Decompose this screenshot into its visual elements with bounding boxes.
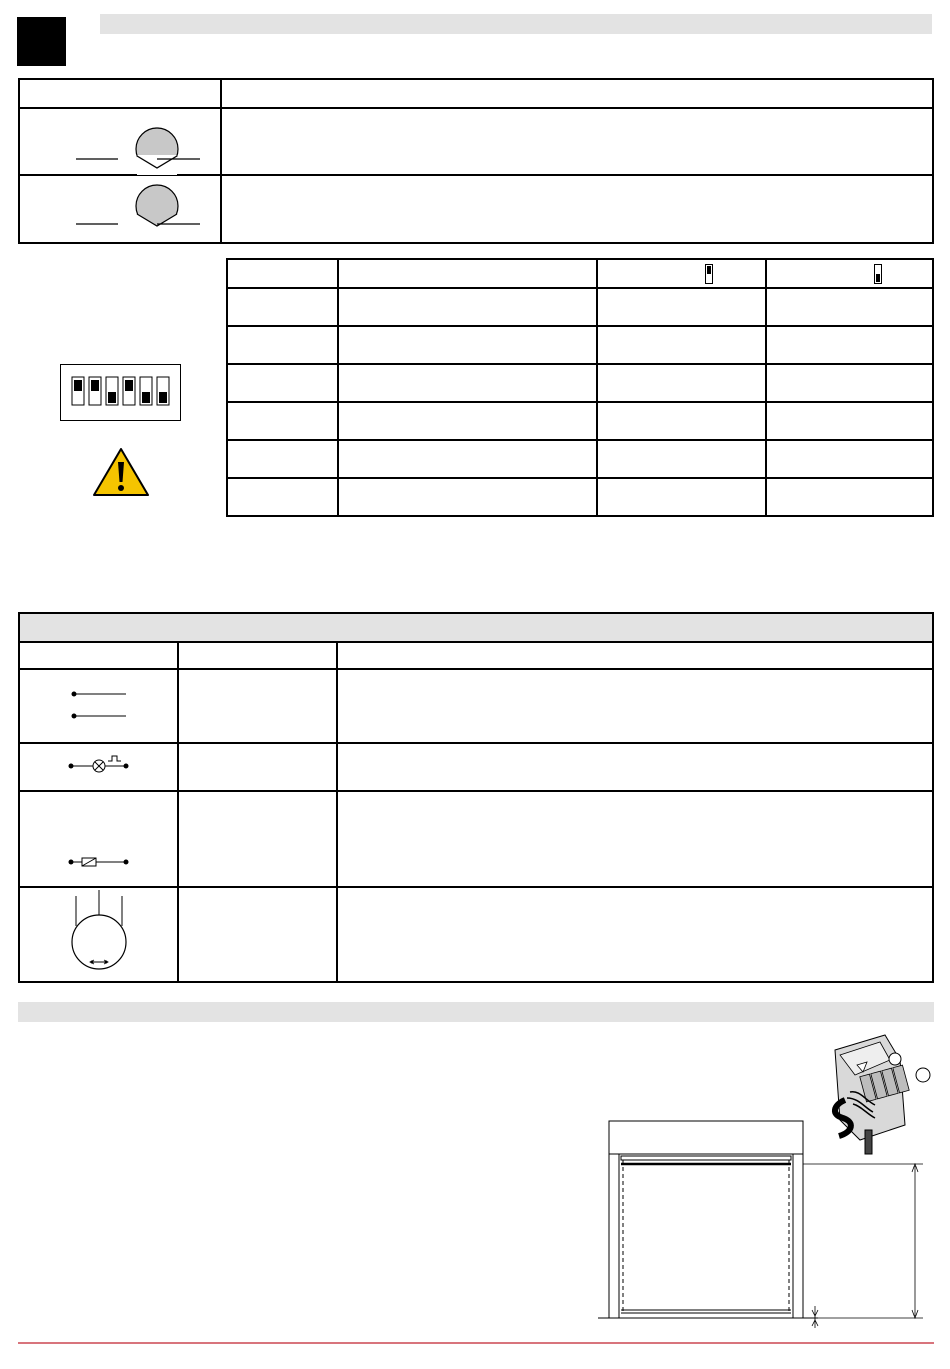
symbol-description-2	[221, 175, 933, 243]
table-row	[227, 402, 933, 440]
dip-off-icon	[874, 264, 882, 284]
dip-cell	[597, 440, 766, 478]
connections-table	[18, 612, 934, 983]
dip-cell	[597, 478, 766, 516]
dip-switch-2	[89, 377, 101, 405]
connection-description-cell	[337, 791, 933, 887]
installation-section-bar	[18, 1002, 934, 1022]
dip-cell	[227, 326, 338, 364]
connections-header-symbol	[19, 642, 178, 669]
fuse-icon	[20, 792, 178, 886]
connections-header-description	[337, 642, 933, 669]
dip-switch-3	[106, 377, 118, 405]
connection-description-cell	[337, 743, 933, 791]
dip-cell	[338, 288, 597, 326]
dip-table-header-on	[597, 259, 766, 288]
connection-symbol-cell	[19, 791, 178, 887]
dip-cell	[227, 364, 338, 402]
connection-symbol-cell	[19, 887, 178, 982]
dip-switch-icon	[60, 364, 182, 422]
table-row	[19, 887, 933, 982]
dip-cell	[227, 402, 338, 440]
section-title-bar	[100, 14, 932, 34]
dip-cell	[597, 364, 766, 402]
table-row	[19, 791, 933, 887]
dip-cell	[766, 478, 933, 516]
connections-table-title-bar	[19, 613, 933, 642]
dip-cell	[766, 440, 933, 478]
connection-symbol-cell	[19, 743, 178, 791]
door-frame-drawing	[598, 1118, 933, 1330]
gauge-symbol-icon	[20, 176, 220, 242]
symbol-table-header-symbol	[19, 79, 221, 108]
two-terminal-icon	[20, 670, 178, 742]
table-row	[227, 288, 933, 326]
motor-icon	[20, 888, 178, 981]
flashing-lamp-icon	[20, 744, 178, 790]
footer-rule	[18, 1342, 934, 1344]
connection-description-cell	[337, 887, 933, 982]
dip-switch-1	[72, 377, 84, 405]
dip-cell	[338, 326, 597, 364]
dip-on-icon	[705, 264, 713, 284]
dip-cell	[338, 402, 597, 440]
dip-switch-4	[123, 377, 135, 405]
symbol-description-1	[221, 108, 933, 175]
table-row	[227, 326, 933, 364]
dip-table-header-switch	[227, 259, 338, 288]
dip-cell	[766, 364, 933, 402]
dip-cell	[597, 326, 766, 364]
dip-switch-6	[157, 377, 169, 405]
gauge-symbol-icon	[20, 109, 220, 175]
dip-cell	[766, 326, 933, 364]
dip-cell	[227, 288, 338, 326]
symbol-table	[18, 78, 934, 244]
dip-table-header-off	[766, 259, 933, 288]
table-row	[227, 440, 933, 478]
table-row	[227, 364, 933, 402]
dip-cell	[766, 288, 933, 326]
table-row	[19, 743, 933, 791]
dip-cell	[766, 402, 933, 440]
dip-cell	[338, 440, 597, 478]
dip-cell	[227, 440, 338, 478]
connection-terminal-cell	[178, 887, 337, 982]
connection-terminal-cell	[178, 791, 337, 887]
connection-terminal-cell	[178, 669, 337, 743]
dip-cell	[227, 478, 338, 516]
symbol-cell-2	[19, 175, 221, 243]
dip-switch-5	[140, 377, 152, 405]
connection-description-cell	[337, 669, 933, 743]
dip-cell	[338, 478, 597, 516]
dip-settings-table	[226, 258, 934, 517]
dip-cell	[597, 402, 766, 440]
symbol-table-header-description	[221, 79, 933, 108]
dip-table-header-function	[338, 259, 597, 288]
connections-header-terminal	[178, 642, 337, 669]
symbol-cell-1	[19, 108, 221, 175]
connection-terminal-cell	[178, 743, 337, 791]
dip-cell	[338, 364, 597, 402]
connection-symbol-cell	[19, 669, 178, 743]
dip-cell	[597, 288, 766, 326]
table-row	[19, 669, 933, 743]
warning-triangle-icon	[91, 446, 151, 498]
table-row	[227, 478, 933, 516]
corner-block-icon	[17, 17, 66, 66]
